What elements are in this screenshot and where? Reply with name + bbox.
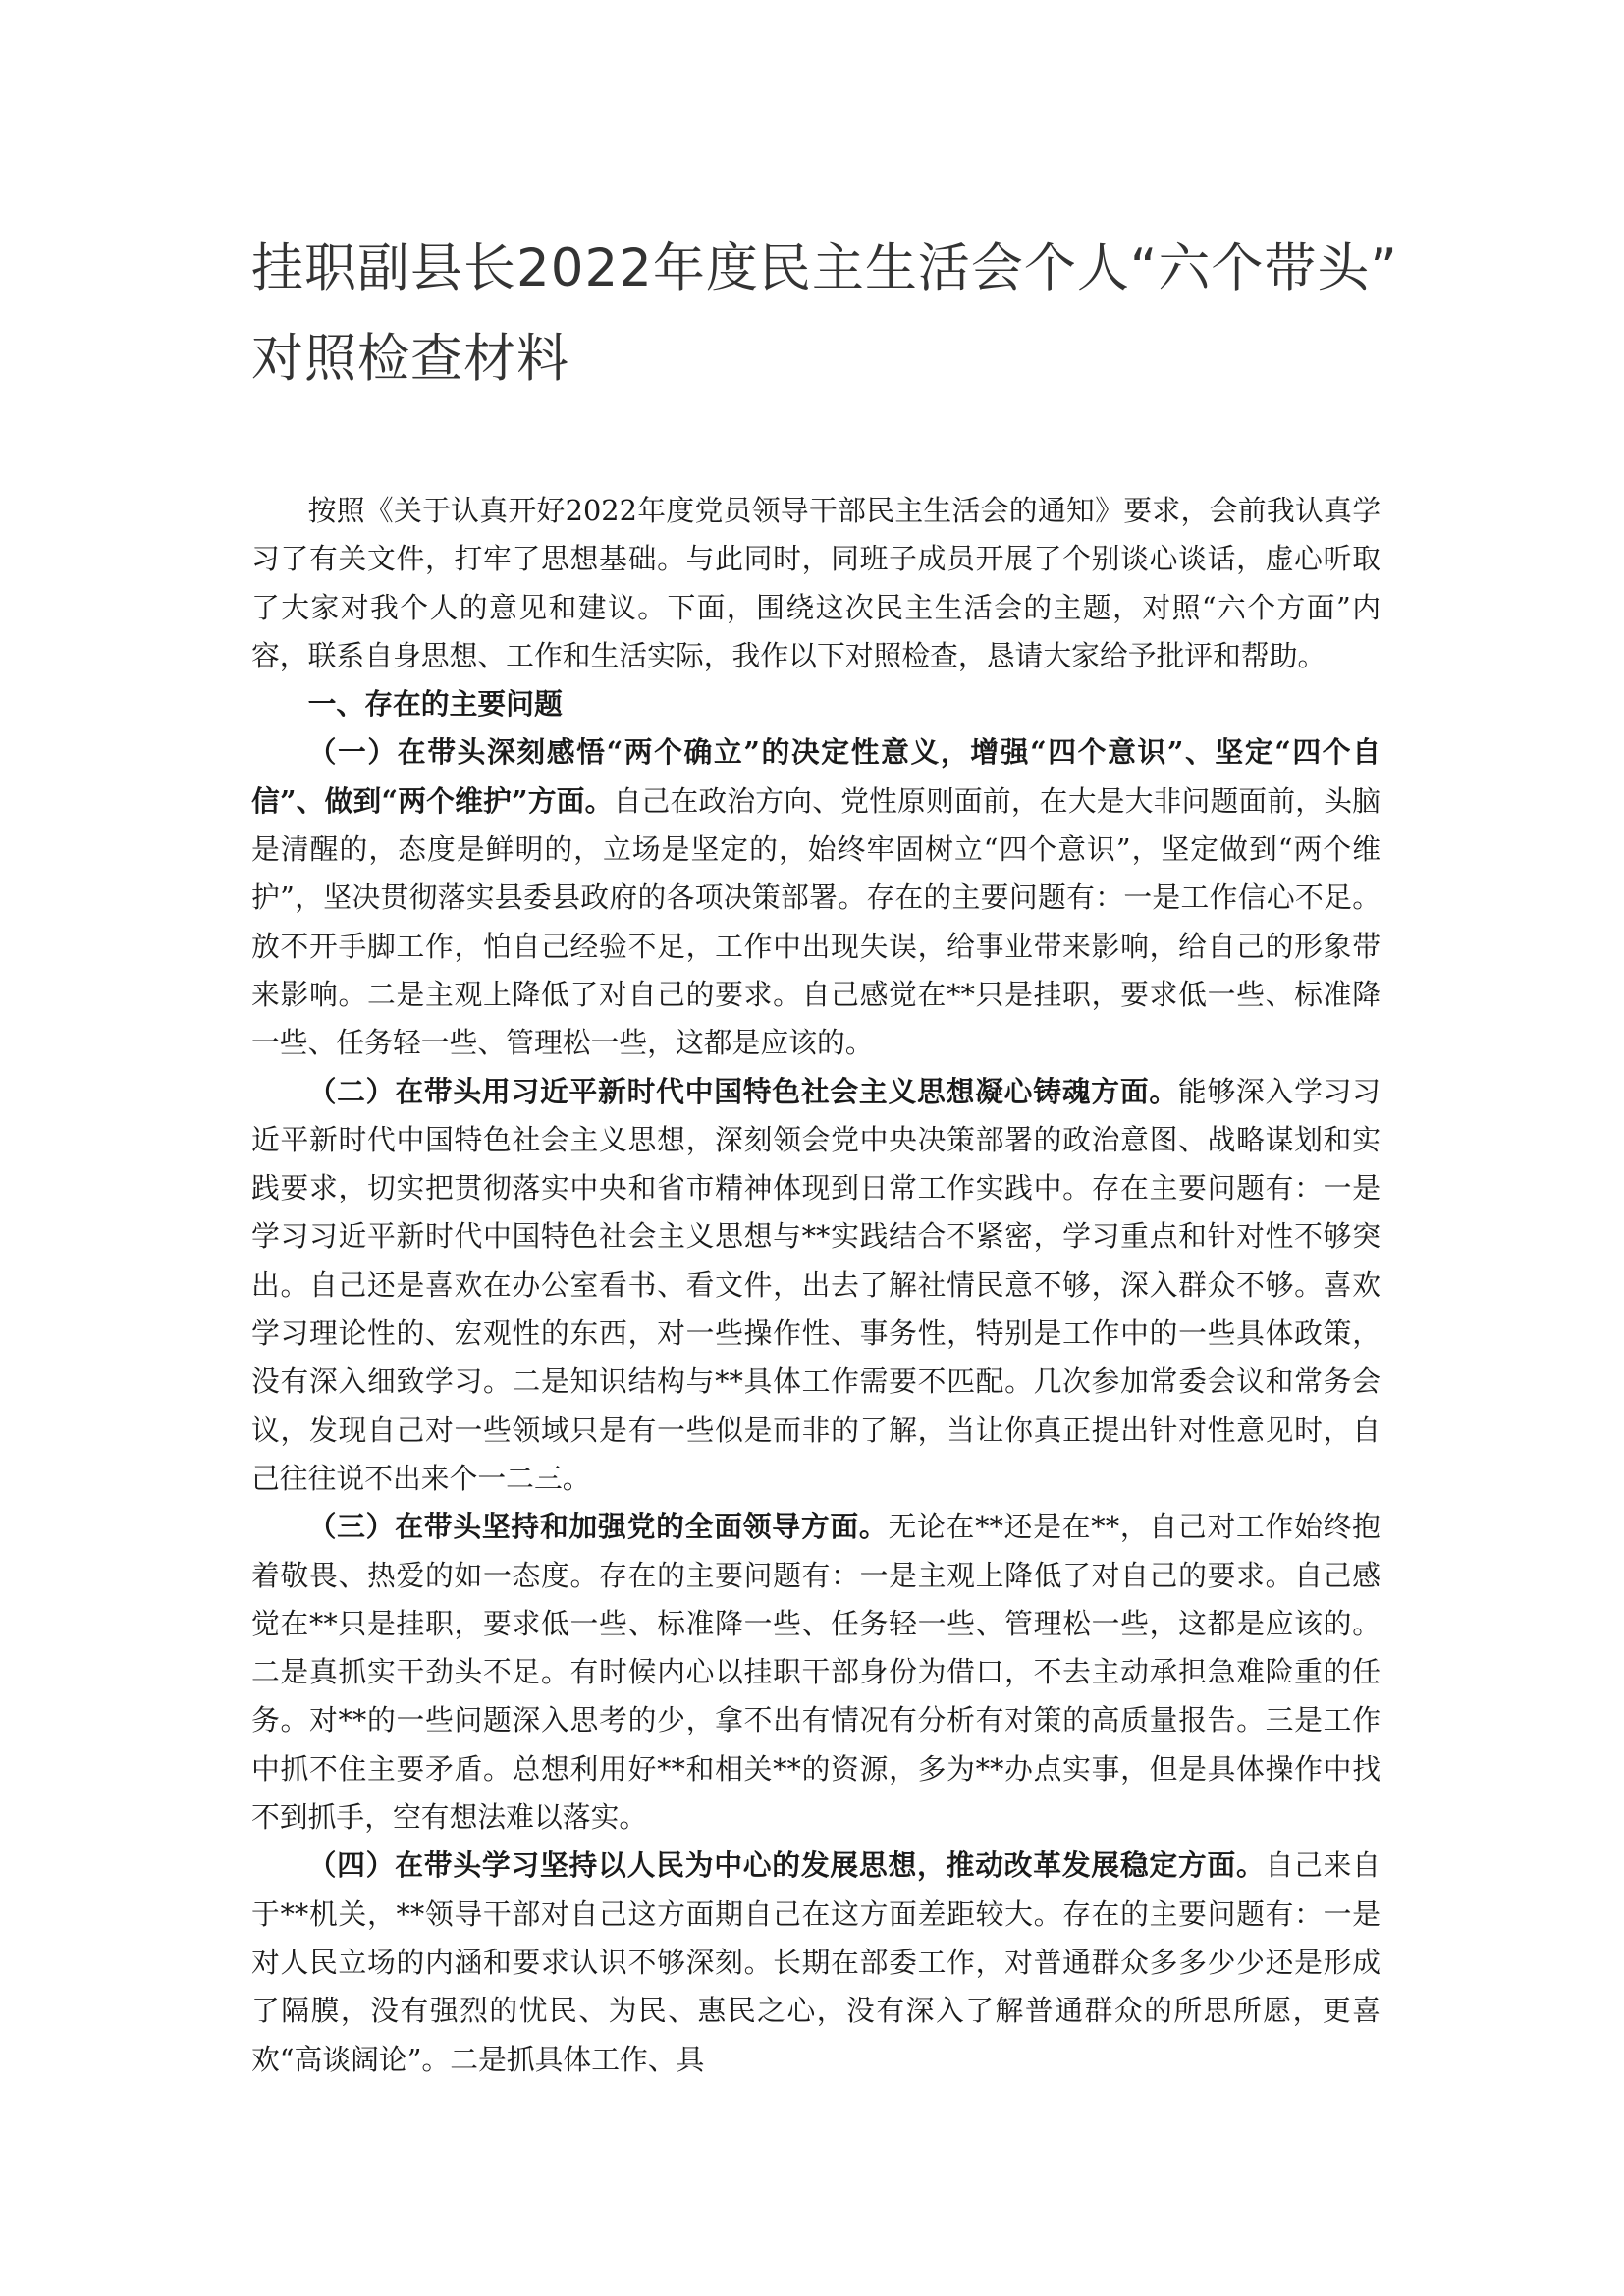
item-heading-4: （四）在带头学习坚持以人民为中心的发展思想，推动改革发展稳定方面。 xyxy=(307,1848,1266,1883)
item-paragraph-4 xyxy=(251,1842,1380,2083)
item-paragraph-2 xyxy=(251,1068,1380,1504)
intro-paragraph: 按照《关于认真开好2022年度党员领导干部民主生活会的通知》要求，会前我认真学习了有关文件，打牢了思想基础。与此同时，同班子成员开展了个别谈心谈话，虚心听取了大家对我个人的意见和建议。下面，围绕这次民主生活会的主题，对照“六个方面”内容，联系自身思想、工作和生活实际，我作以下对照检查，恳请大家给予批评和帮助。 xyxy=(251,494,1380,672)
item-heading-1: （一）在带头深刻感悟“两个确立”的决定性意义，增强“四个意识”、坚定“四个自信”、做到“两个维护”方面。 xyxy=(251,735,1380,818)
title-line-1: 挂职副县长2022年度民主生活会个人“六个带头” xyxy=(251,239,1398,298)
item-text-1: 自己在政治方向、党性原则面前，在大是大非问题面前，头脑是清醒的，态度是鲜明的，立场是坚定的，始终牢固树立“四个意识”，坚定做到“两个维护”，坚决贯彻落实县委县政府的各项决策部署。存在的主要问题有：一是工作信心不足。放不开手脚工作，怕自己经验不足，工作中出现失误，给事业带来影响，给自己的形象带来影响。二是主观上降低了对自己的要求。自己感觉在**只是挂职，要求低一些、标准降一些、任务轻一些、管理松一些，这都是应该的。 xyxy=(251,783,1380,1060)
document-body xyxy=(251,487,1380,2084)
item-text-3: 无论在**还是在**，自己对工作始终抱着敬畏、热爱的如一态度。存在的主要问题有：一是主观上降低了对自己的要求。自己感觉在**只是挂职，要求低一些、标准降一些、任务轻一些、管理松一些，这都是应该的。二是真抓实干劲头不足。有时候内心以挂职干部身份为借口，不去主动承担急难险重的任务。对**的一些问题深入思考的少，拿不出有情况有分析有对策的高质量报告。三是工作中抓不住主要矛盾。总想利用好**和相关**的资源，多为**办点实事，但是具体操作中找不到抓手，空有想法难以落实。 xyxy=(251,1510,1380,1835)
item-heading-2: （二）在带头用习近平新时代中国特色社会主义思想凝心铸魂方面。 xyxy=(307,1074,1178,1108)
title-line-2: 对照检查材料 xyxy=(251,329,569,389)
document-title xyxy=(251,224,1398,404)
item-text-4: 自己来自于**机关，**领导干部对自己这方面期自己在这方面差距较大。存在的主要问题有：一是对人民立场的内涵和要求认识不够深刻。长期在部委工作，对普通群众多多少少还是形成了隔膜，没有强烈的忧民、为民、惠民之心，没有深入了解普通群众的所思所愿，更喜欢“高谈阔论”。二是抓具体工作、具 xyxy=(251,1848,1380,2076)
section-heading: 一、存在的主要问题 xyxy=(307,687,563,721)
item-paragraph-1 xyxy=(251,728,1380,1067)
item-heading-3: （三）在带头坚持和加强党的全面领导方面。 xyxy=(307,1510,889,1544)
item-text-2: 能够深入学习习近平新时代中国特色社会主义思想，深刻领会党中央决策部署的政治意图、战略谋划和实践要求，切实把贯彻落实中央和省市精神体现到日常工作实践中。存在主要问题有：一是学习习近平新时代中国特色社会主义思想与**实践结合不紧密，学习重点和针对性不够突出。自己还是喜欢在办公室看书、看文件，出去了解社情民意不够，深入群众不够。喜欢学习理论性的、宏观性的东西，对一些操作性、事务性，特别是工作中的一些具体政策，没有深入细致学习。二是知识结构与**具体工作需要不匹配。几次参加常委会议和常务会议，发现自己对一些领域只是有一些似是而非的了解，当让你真正提出针对性意见时，自己往往说不出来个一二三。 xyxy=(251,1074,1380,1495)
item-paragraph-3 xyxy=(251,1503,1380,1842)
